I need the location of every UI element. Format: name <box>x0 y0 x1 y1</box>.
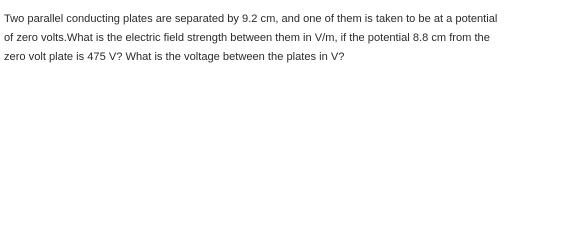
question-line: Two parallel conducting plates are separated by 9.2 cm, and one of them is taken to be at a potential <box>4 13 498 25</box>
question-line: zero volt plate is 475 V? What is the voltage between the plates in V? <box>4 51 345 63</box>
question-line: of zero volts.What is the electric field strength between them in V/m, if the potential 8.8 cm from the <box>4 32 490 44</box>
question-text <box>4 10 586 67</box>
